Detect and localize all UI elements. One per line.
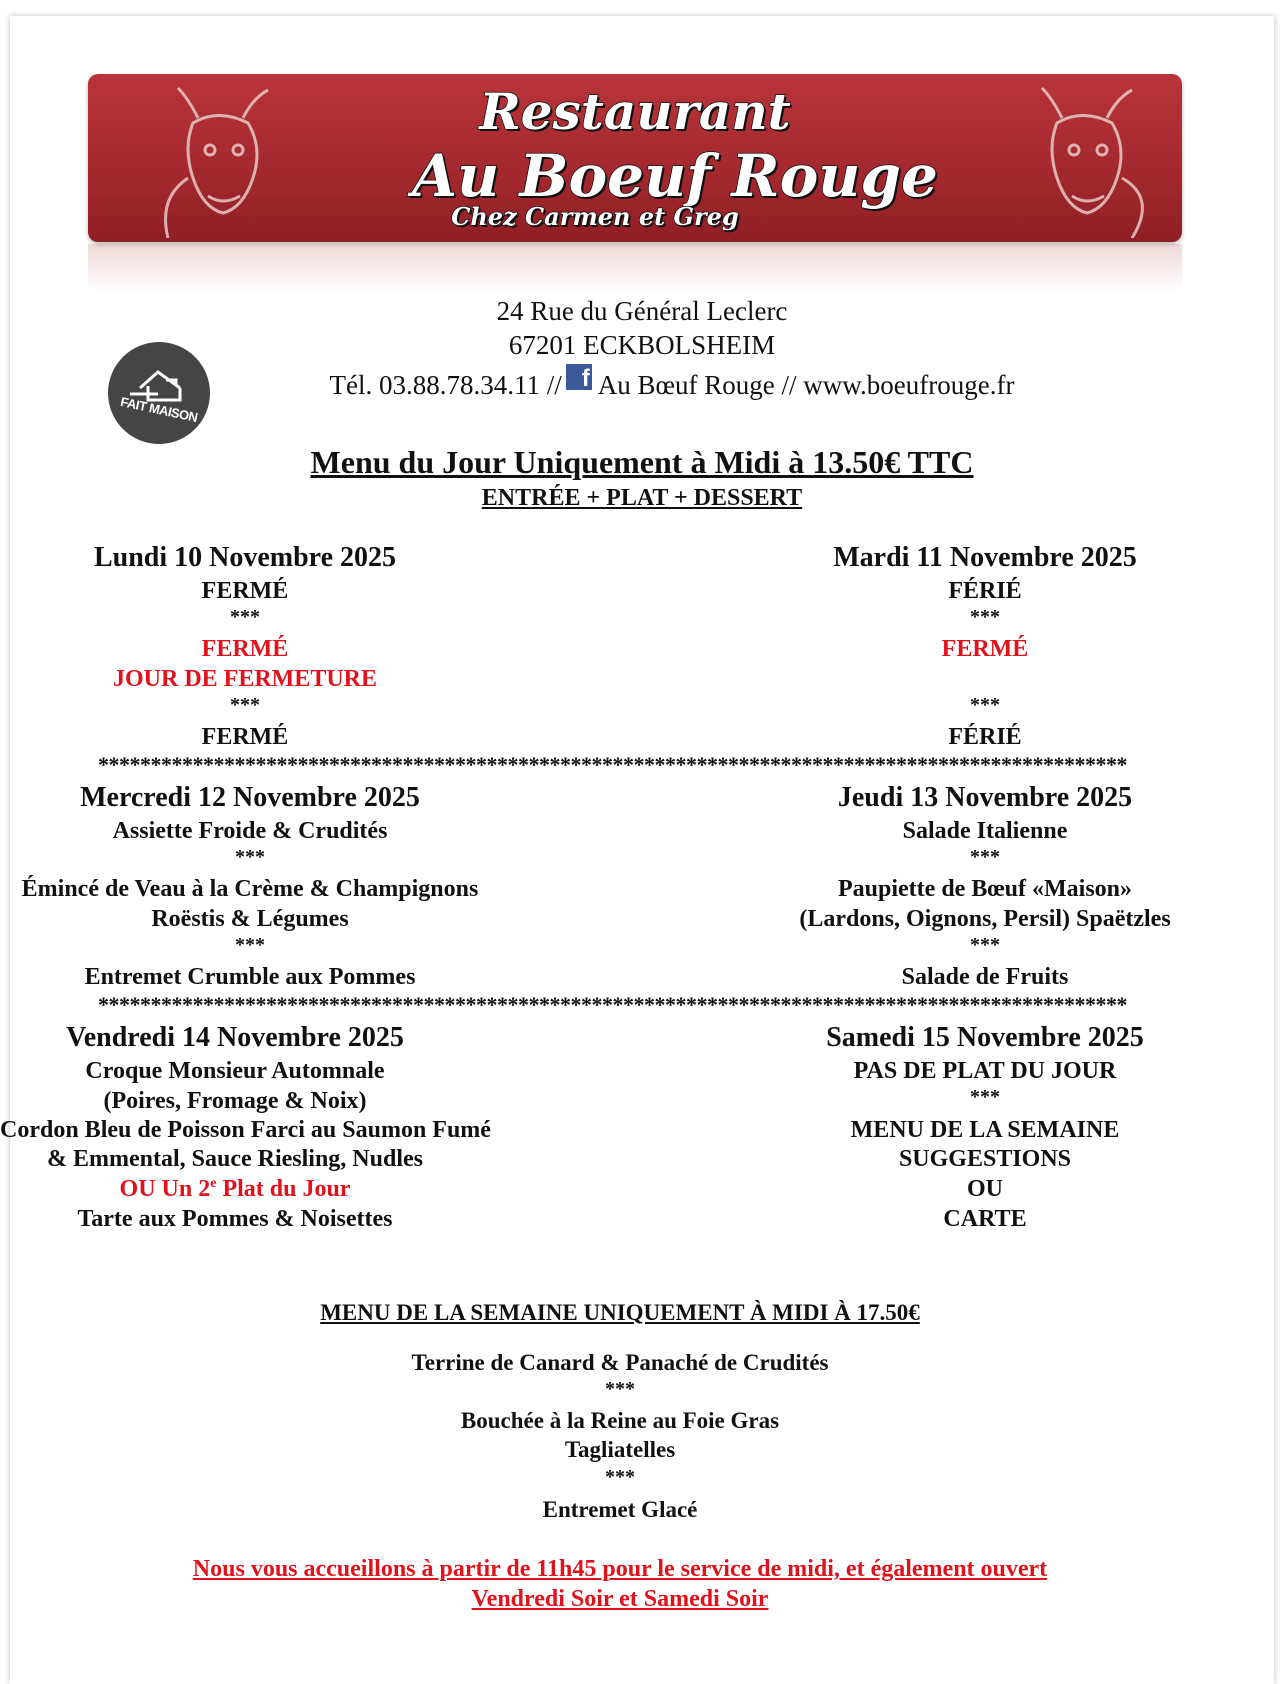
day-date: Samedi 15 Novembre 2025 <box>826 1022 1144 1053</box>
day-line: PAS DE PLAT DU JOUR <box>853 1058 1117 1084</box>
option-prefix: OU Un 2 <box>119 1176 211 1202</box>
day-date: Vendredi 14 Novembre 2025 <box>66 1022 404 1053</box>
house-icon <box>108 342 210 444</box>
day-mardi <box>790 542 1180 762</box>
banner-restaurant-name: Au Boeuf Rouge <box>412 142 938 210</box>
day-plat-2: JOUR DE FERMETURE <box>112 666 377 692</box>
semaine-plat-2: Tagliatelles <box>564 1437 676 1462</box>
day-date: Lundi 10 Novembre 2025 <box>93 542 397 573</box>
day-plat-2: Roëstis & Légumes <box>151 906 349 932</box>
day-plat: FERMÉ <box>201 636 289 662</box>
course-separator: *** <box>970 606 1000 628</box>
course-separator: *** <box>970 846 1000 868</box>
day-entree: Salade Italienne <box>902 818 1068 844</box>
menu-du-jour-subtitle: ENTRÉE + PLAT + DESSERT <box>481 485 803 511</box>
day-line: SUGGESTIONS <box>898 1146 1072 1172</box>
day-vendredi <box>0 1022 491 1242</box>
opening-notice-line1: Nous vous accueillons à partir de 11h45 pour le service de midi, et également ouvert <box>192 1556 1048 1582</box>
separator-line: ************************************************************************************************** <box>98 752 1127 777</box>
course-separator: *** <box>235 934 265 956</box>
day-dessert: FERMÉ <box>201 724 289 750</box>
option-suffix: Plat du Jour <box>216 1176 351 1202</box>
day-line: OU <box>967 1176 1003 1202</box>
menu-semaine-title: MENU DE LA SEMAINE UNIQUEMENT À MIDI À 17.50€ <box>320 1300 920 1325</box>
day-line: & Emmental, Sauce Riesling, Nudles <box>46 1146 423 1172</box>
day-date: Mercredi 12 Novembre 2025 <box>80 782 420 813</box>
semaine-dessert: Entremet Glacé <box>542 1497 698 1522</box>
course-separator: *** <box>605 1466 635 1488</box>
day-date: Jeudi 13 Novembre 2025 <box>837 782 1133 813</box>
day-dessert: FÉRIÉ <box>948 724 1022 750</box>
day-line: CARTE <box>943 1206 1027 1232</box>
option-superscript: e <box>210 1176 217 1191</box>
semaine-plat: Bouchée à la Reine au Foie Gras <box>460 1408 780 1433</box>
course-separator: *** <box>235 846 265 868</box>
day-date: Mardi 11 Novembre 2025 <box>833 542 1137 573</box>
day-dessert: Entremet Crumble aux Pommes <box>84 964 416 990</box>
contact-phone: Tél. 03.88.78.34.11 // <box>329 370 562 400</box>
course-separator: *** <box>970 694 1000 716</box>
contact-links[interactable]: Au Bœuf Rouge // www.boeufrouge.fr <box>597 370 1015 400</box>
day-entree: FERMÉ <box>201 578 289 604</box>
course-separator: *** <box>230 606 260 628</box>
day-plat: Paupiette de Bœuf «Maison» <box>838 876 1132 902</box>
separator-line: ************************************************************************************************** <box>98 992 1127 1017</box>
day-line: Croque Monsieur Automnale <box>85 1058 385 1084</box>
day-plat: FERMÉ <box>941 636 1029 662</box>
day-dessert: Salade de Fruits <box>901 964 1069 990</box>
banner-subtitle: Chez Carmen et Greg <box>451 202 739 231</box>
day-samedi <box>790 1022 1180 1242</box>
day-lundi <box>0 542 490 762</box>
course-separator: *** <box>605 1378 635 1400</box>
fait-maison-badge <box>108 342 210 444</box>
day-plat-option <box>0 1176 470 1203</box>
address-street: 24 Rue du Général Leclerc <box>496 296 788 326</box>
course-separator: *** <box>970 1086 1000 1108</box>
day-entree: Assiette Froide & Crudités <box>112 818 388 844</box>
facebook-icon[interactable]: f <box>566 364 592 390</box>
restaurant-banner <box>88 74 1182 242</box>
course-separator: *** <box>230 694 260 716</box>
day-jeudi <box>760 782 1210 1002</box>
day-dessert: Tarte aux Pommes & Noisettes <box>77 1206 393 1232</box>
address-city: 67201 ECKBOLSHEIM <box>508 330 776 360</box>
fait-maison-label: FAIT MAISON <box>119 394 199 425</box>
day-line: MENU DE LA SEMAINE <box>850 1117 1120 1143</box>
day-entree: FÉRIÉ <box>948 578 1022 604</box>
day-line: (Poires, Fromage & Noix) <box>103 1088 367 1114</box>
contact-line <box>30 365 1284 401</box>
day-mercredi <box>0 782 500 1002</box>
menu-du-jour-title: Menu du Jour Uniquement à Midi à 13.50€ TTC <box>310 444 974 480</box>
course-separator: *** <box>970 934 1000 956</box>
banner-title: Restaurant <box>479 82 791 141</box>
semaine-entree: Terrine de Canard & Panaché de Crudités <box>411 1350 829 1375</box>
day-plat-2: (Lardons, Oignons, Persil) Spaëtzles <box>799 906 1171 932</box>
day-line: Cordon Bleu de Poisson Farci au Saumon Fumé <box>0 1117 491 1143</box>
banner-reflection <box>88 244 1182 292</box>
opening-notice-line2: Vendredi Soir et Samedi Soir <box>471 1586 769 1612</box>
day-plat: Émincé de Veau à la Crème & Champignons <box>21 876 479 902</box>
